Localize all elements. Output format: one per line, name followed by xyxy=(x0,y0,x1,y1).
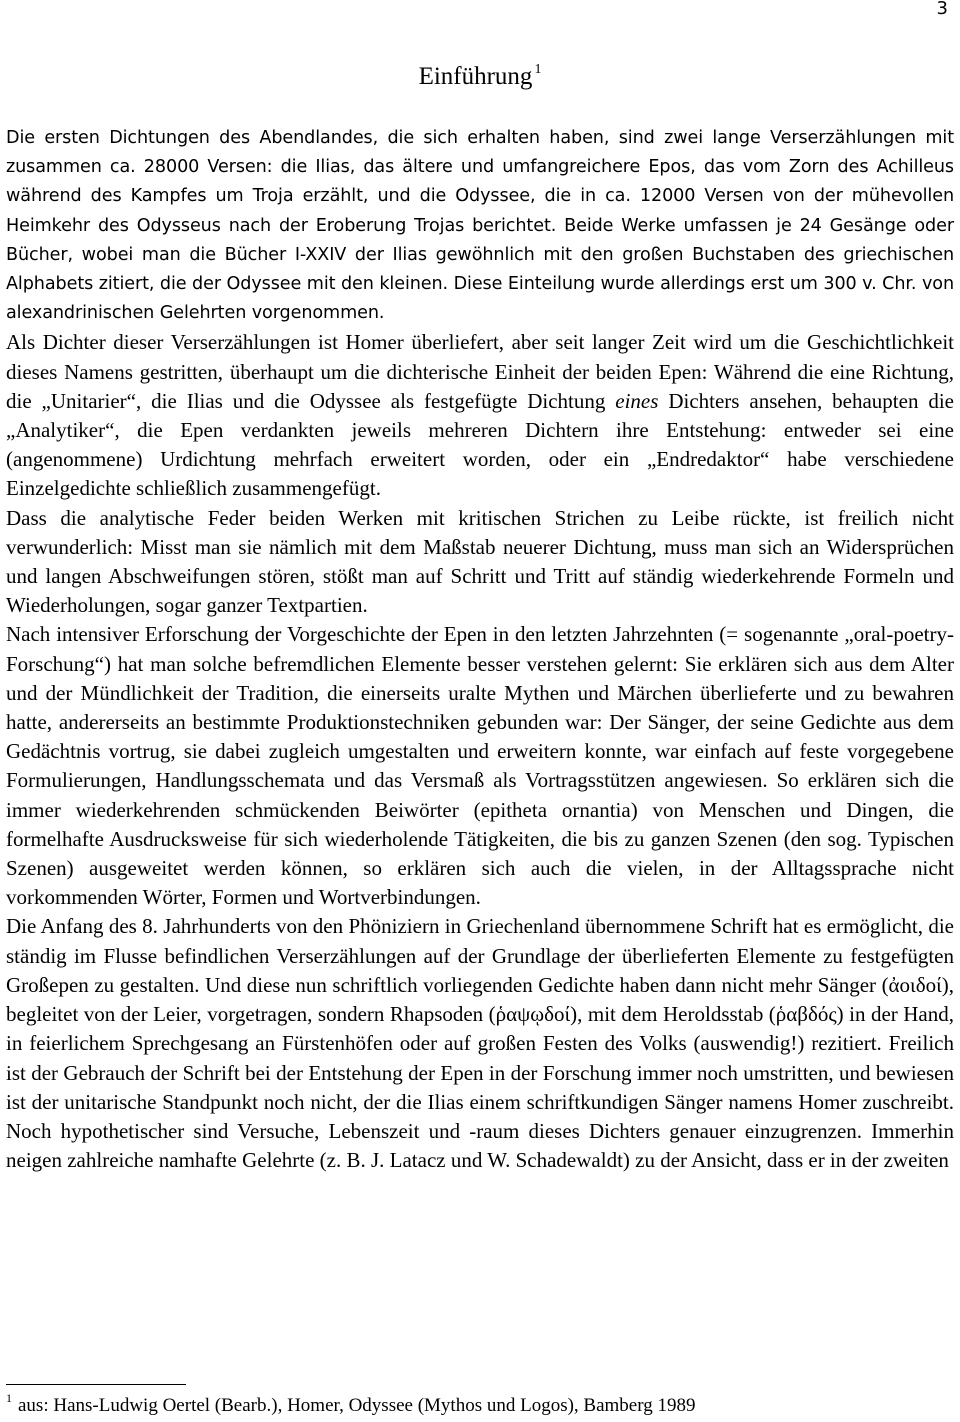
chapter-title xyxy=(0,62,960,91)
paragraph-2-emphasis: eines xyxy=(615,388,659,413)
paragraph-3: Dass die analytische Feder beiden Werken mit kritischen Strichen zu Leibe rückte, ist freilich nicht verwunderlich: Misst man sie nämlich mit dem Maßstab neuerer Dichtung, muss man sich an Widersprüchen und langen Abschweifungen stören, stößt man auf Schritt und Tritt auf ständig wiederkehrende Formeln und Wiederholungen, sogar ganzer Textpartien. xyxy=(6,505,954,618)
paragraph-2-part-2: Dichters ansehen, behaupten die „Analytiker“, die Epen verdankten jeweils mehreren Dichtern ihre Entstehung: entweder sei eine (angenommene) Urdichtung mehrfach erweitert worden, oder ein „Endredaktor“ habe verschiedene Einzelgedichte schließlich zusammengefügt. xyxy=(6,388,955,501)
footnote-mark: 1 xyxy=(6,1391,12,1405)
chapter-title-text: Einführung xyxy=(418,63,533,90)
paragraph-5: Die Anfang des 8. Jahrhunderts von den Phöniziern in Griechenland übernommene Schrift hat es ermöglicht, die ständig im Flusse befindlichen Verserzählungen auf der Grundlage der überlieferten Elemente zu festgefügten Großepen zu gestalten. Und diese nun schriftlich vorliegenden Gedichte haben dann nicht mehr Sänger (ἀοιδοί), begleitet von der Leier, vorgetragen, sondern Rhapsoden (ῥαψῳδοί), mit dem Heroldsstab (ῥαβδός) in der Hand, in feierlichem Sprechgesang an Fürstenhöfen oder auf großen Festen des Volks (auswendig!) rezitiert. Freilich ist der Gebrauch der Schrift bei der Entstehung der Epen in der Forschung immer noch umstritten, und bewiesen ist der unitarische Standpunkt noch nicht, der die Ilias einem schriftkundigen Sänger namens Homer zuschreibt. Noch hypothetischer sind Versuche, Lebenszeit und -raum dieses Dichters genauer einzugrenzen. Immerhin neigen zahlreiche namhafte Gelehrte (z. B. J. Latacz und W. Schadewaldt) zu der Ansicht, dass er in der zweiten xyxy=(6,914,954,1173)
footnote-text: aus: Hans-Ludwig Oertel (Bearb.), Homer, Odyssee (Mythos und Logos), Bamberg 1989 xyxy=(18,1395,696,1416)
page-number: 3 xyxy=(936,0,948,19)
body-text xyxy=(6,124,954,1175)
paragraph-4: Nach intensiver Erforschung der Vorgeschichte der Epen in den letzten Jahrzehnten (= sogenannte „oral-poetry-Forschung“) hat man solche befremdlichen Elemente besser verstehen gelernt: Sie erklären sich aus dem Alter und der Mündlichkeit der Tradition, die einerseits uralte Mythen und Märchen überlieferte und zu bewahren hatte, andererseits an bestimmte Produktionstechniken gebunden war: Der Sänger, der seine Gedichte aus dem Gedächtnis vortrug, sie dabei zugleich umgestalten und erweitern konnte, war einfach auf feste vorgegebene Formulierungen, Handlungsschemata und das Versmaß als Vortragsstützen angewiesen. So erklären sich die immer wiederkehrenden schmückenden Beiwörter (epitheta ornantia) von Menschen und Dingen, die formelhafte Ausdrucksweise für sich wiederholende Tätigkeiten, die bis zu ganzen Szenen (den sog. Typischen Szenen) ausgeweitet werden können, so erklären sich auch die vielen, in der Alltagssprache nicht vorkommenden Wörter, Formen und Wortverbindungen. xyxy=(6,622,954,910)
footnote-divider xyxy=(6,1384,186,1385)
paragraph-1: Die ersten Dichtungen des Abendlandes, die sich erhalten haben, sind zwei lange Verserzählungen mit zusammen ca. 28000 Versen: die Ilias, das ältere und umfangreichere Epos, das vom Zorn des Achilleus während des Kampfes um Troja erzählt, und die Odyssee, die in ca. 12000 Versen von der mühevollen Heimkehr des Odysseus nach der Eroberung Trojas berichtet. Beide Werke umfassen je 24 Gesänge oder Bücher, wobei man die Bücher I-XXIV der Ilias gewöhnlich mit den großen Buchstaben des griechischen Alphabets zitiert, die der Odyssee mit den kleinen. Diese Einteilung wurde allerdings erst um 300 v. Chr. von alexandrinischen Gelehrten vorgenommen. xyxy=(6,128,954,324)
paragraph-2 xyxy=(6,328,954,503)
paragraph-2-part-1: Als Dichter dieser Verserzählungen ist Homer überliefert, aber seit langer Zeit wird um die Geschichtlichkeit dieses Namens gestritten, überhaupt um die dichterische Einheit der beiden Epen: Während die eine Richtung, die „Unitarier“, die Ilias und die Odyssee als festgefügte Dichtung xyxy=(6,330,954,413)
footnote xyxy=(6,1391,695,1417)
title-footnote-mark: 1 xyxy=(534,62,542,77)
